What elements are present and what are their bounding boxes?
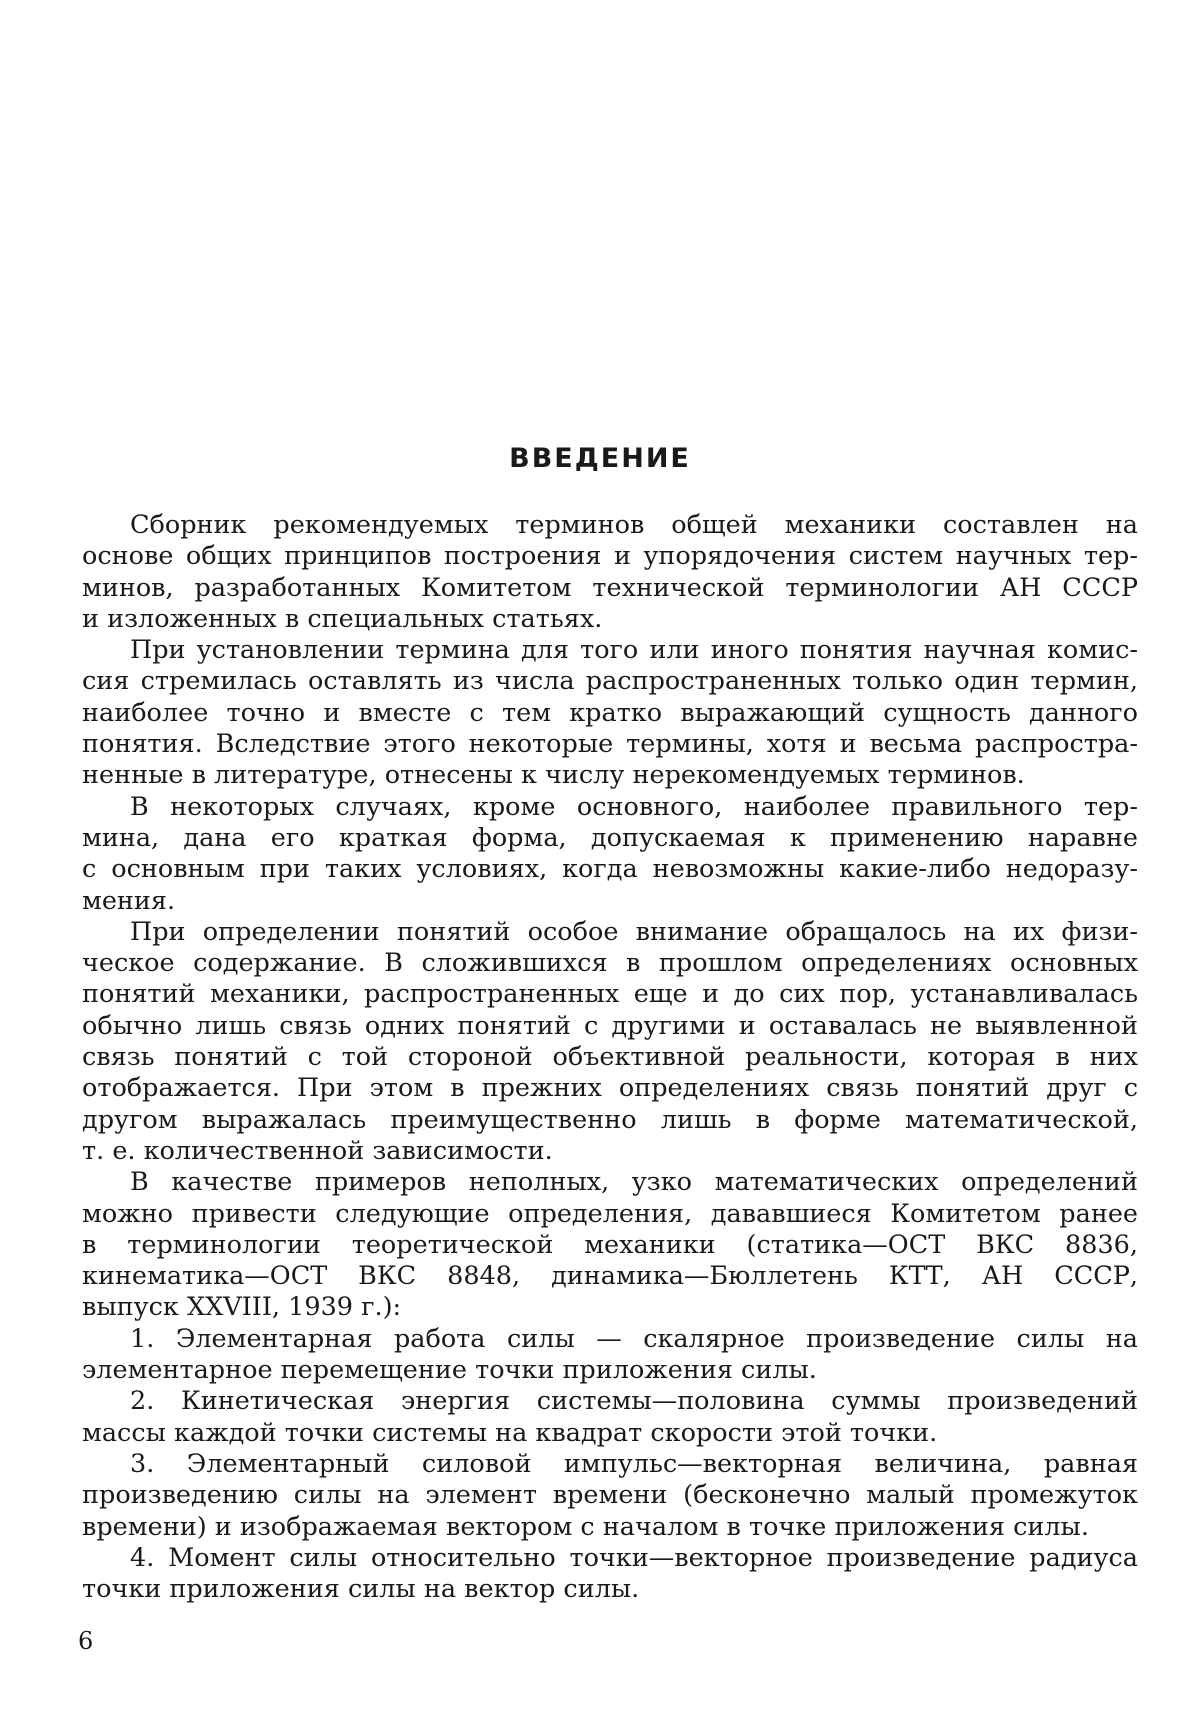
text-line: мения. [82, 886, 1138, 917]
page-number: 6 [78, 1627, 93, 1655]
text-line: В некоторых случаях, кроме основного, наиболее правильного тер- [82, 792, 1138, 823]
text-line: 3. Элементарный силовой импульс—векторная величина, равная [82, 1449, 1138, 1480]
text-line: В качестве примеров неполных, узко математических определений [82, 1167, 1138, 1198]
text-line: элементарное перемещение точки приложения силы. [82, 1355, 1138, 1386]
paragraph [82, 635, 1138, 791]
paragraph [82, 792, 1138, 917]
text-line: наиболее точно и вместе с тем кратко выражающий сущность данного [82, 698, 1138, 729]
text-line: 4. Момент силы относительно точки—векторное произведение радиуса [82, 1543, 1138, 1574]
text-line: минов, разработанных Комитетом технической терминологии АН СССР [82, 573, 1138, 604]
text-line: точки приложения силы на вектор силы. [82, 1574, 1138, 1605]
numbered-definition [82, 1386, 1138, 1449]
text-line: При установлении термина для того или иного понятия научная комис- [82, 635, 1138, 666]
paragraph [82, 510, 1138, 635]
text-line: понятий механики, распространенных еще и до сих пор, устанавливалась [82, 979, 1138, 1010]
paragraph [82, 917, 1138, 1167]
body-text [82, 510, 1138, 1605]
text-line: времени) и изображаемая вектором с началом в точке приложения силы. [82, 1512, 1138, 1543]
text-line: ненные в литературе, отнесены к числу нерекомендуемых терминов. [82, 760, 1138, 791]
text-line: в терминологии теоретической механики (статика—ОСТ ВКС 8836, [82, 1230, 1138, 1261]
document-page [0, 0, 1200, 1729]
text-line: отображается. При этом в прежних определениях связь понятий друг с [82, 1073, 1138, 1104]
text-line: обычно лишь связь одних понятий с другими и оставалась не выявленной [82, 1011, 1138, 1042]
numbered-definition [82, 1543, 1138, 1606]
text-line: понятия. Вследствие этого некоторые термины, хотя и весьма распростра- [82, 729, 1138, 760]
text-line: т. е. количественной зависимости. [82, 1136, 1138, 1167]
text-line: При определении понятий особое внимание обращалось на их физи- [82, 917, 1138, 948]
text-line: другом выражалась преимущественно лишь в форме математической, [82, 1105, 1138, 1136]
text-line: выпуск XXVIII, 1939 г.): [82, 1292, 1138, 1323]
text-line: и изложенных в специальных статьях. [82, 604, 1138, 635]
text-line: связь понятий с той стороной объективной реальности, которая в них [82, 1042, 1138, 1073]
page-heading: ВВЕДЕНИЕ [0, 443, 1200, 474]
paragraph [82, 1167, 1138, 1323]
text-line: кинематика—ОСТ ВКС 8848, динамика—Бюллетень КТТ, АН СССР, [82, 1261, 1138, 1292]
text-line: с основным при таких условиях, когда невозможны какие-либо недоразу- [82, 854, 1138, 885]
text-line: 1. Элементарная работа силы — скалярное произведение силы на [82, 1324, 1138, 1355]
text-line: можно привести следующие определения, дававшиеся Комитетом ранее [82, 1199, 1138, 1230]
text-line: 2. Кинетическая энергия системы—половина суммы произведений [82, 1386, 1138, 1417]
text-line: основе общих принципов построения и упорядочения систем научных тер- [82, 541, 1138, 572]
text-line: массы каждой точки системы на квадрат скорости этой точки. [82, 1418, 1138, 1449]
text-line: сия стремилась оставлять из числа распространенных только один термин, [82, 666, 1138, 697]
numbered-definition [82, 1449, 1138, 1543]
text-line: произведению силы на элемент времени (бесконечно малый промежуток [82, 1480, 1138, 1511]
numbered-definition [82, 1324, 1138, 1387]
text-line: ческое содержание. В сложившихся в прошлом определениях основных [82, 948, 1138, 979]
text-line: мина, дана его краткая форма, допускаемая к применению наравне [82, 823, 1138, 854]
text-line: Сборник рекомендуемых терминов общей механики составлен на [82, 510, 1138, 541]
